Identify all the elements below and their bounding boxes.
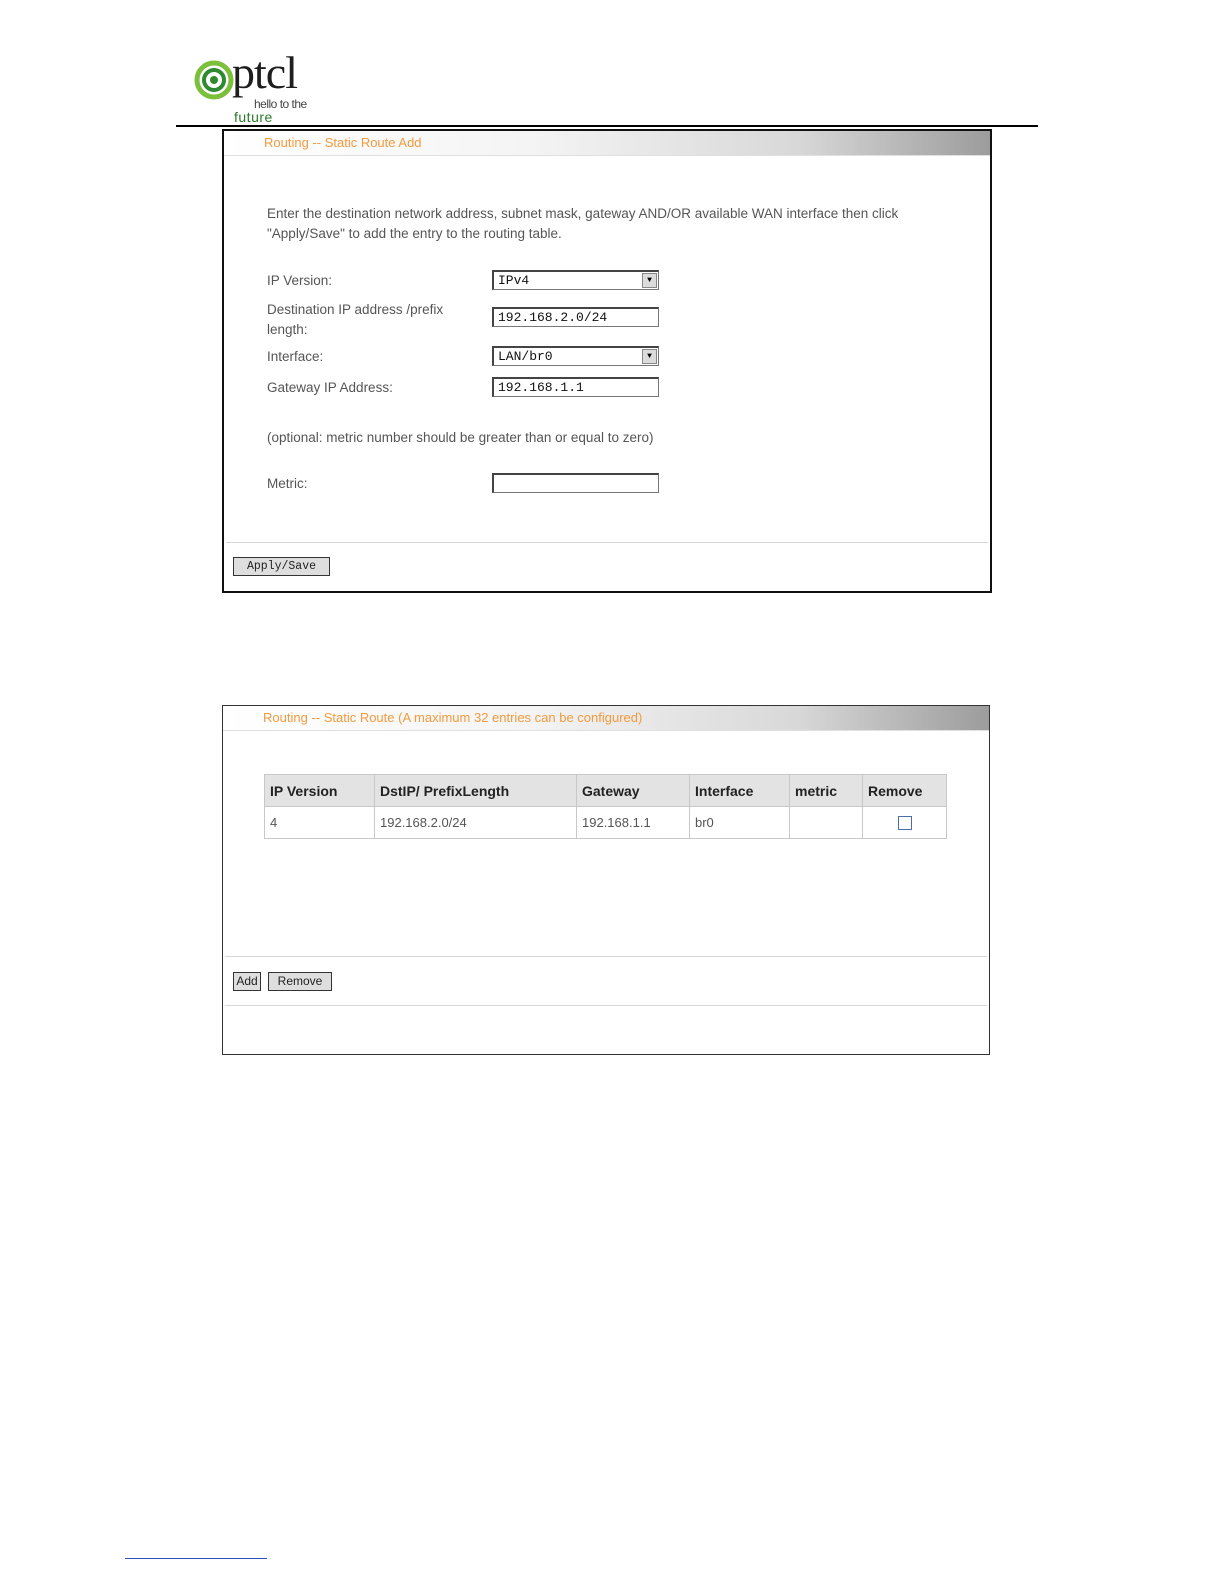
cell-dst-ip: 192.168.2.0/24	[375, 807, 577, 839]
static-route-add-title: Routing -- Static Route Add	[264, 135, 422, 150]
header-rule	[176, 125, 1038, 127]
panel-separator	[225, 956, 987, 957]
apply-save-button[interactable]: Apply/Save	[233, 557, 330, 576]
instructions-line-1: Enter the destination network address, subnet mask, gateway AND/OR available WAN interface then click	[267, 206, 899, 221]
logo-brand-text: ptcl	[232, 47, 297, 98]
gateway-ip-input[interactable]: 192.168.1.1	[492, 377, 659, 397]
logo-swirl-icon	[194, 60, 234, 100]
metric-input[interactable]	[492, 473, 659, 493]
static-route-list-title: Routing -- Static Route (A maximum 32 entries can be configured)	[263, 710, 643, 725]
gateway-label: Gateway IP Address:	[267, 380, 393, 395]
ip-version-value: IPv4	[498, 273, 530, 288]
panel-title-bar	[223, 706, 989, 731]
optional-metric-note: (optional: metric number should be greater than or equal to zero)	[267, 430, 654, 445]
column-header-remove: Remove	[863, 775, 947, 807]
cell-interface: br0	[690, 807, 790, 839]
destination-label-line-2: length:	[267, 322, 308, 337]
logo-tagline: hello to the	[254, 97, 307, 111]
panel-separator	[226, 542, 988, 543]
interface-value: LAN/br0	[498, 349, 553, 364]
logo-tagline-future: future	[234, 109, 273, 125]
column-header-interface: Interface	[690, 775, 790, 807]
panel-separator	[225, 1005, 987, 1006]
remove-button[interactable]: Remove	[268, 972, 332, 991]
interface-select[interactable]	[492, 346, 659, 366]
ip-version-label: IP Version:	[267, 273, 333, 288]
column-header-ip-version: IP Version	[265, 775, 375, 807]
static-route-table	[264, 774, 947, 839]
destination-label-line-1: Destination IP address /prefix	[267, 302, 444, 317]
ptcl-logo	[192, 47, 322, 125]
cell-remove	[863, 807, 947, 839]
chevron-down-icon: ▼	[642, 273, 657, 288]
table-row	[265, 807, 947, 839]
metric-label: Metric:	[267, 476, 308, 491]
column-header-dst-ip: DstIP/ PrefixLength	[375, 775, 577, 807]
interface-label: Interface:	[267, 349, 324, 364]
remove-checkbox[interactable]	[898, 816, 912, 830]
footnote-rule	[125, 1558, 267, 1559]
panel-title-bar	[224, 131, 990, 156]
cell-ip-version: 4	[265, 807, 375, 839]
cell-gateway: 192.168.1.1	[577, 807, 690, 839]
static-route-list-panel	[222, 705, 990, 1055]
cell-metric	[790, 807, 863, 839]
column-header-gateway: Gateway	[577, 775, 690, 807]
instructions-line-2: "Apply/Save" to add the entry to the routing table.	[267, 226, 562, 241]
table-header-row	[265, 775, 947, 807]
destination-ip-input[interactable]: 192.168.2.0/24	[492, 307, 659, 327]
static-route-add-panel	[222, 129, 992, 593]
chevron-down-icon: ▼	[642, 349, 657, 364]
ip-version-select[interactable]	[492, 270, 659, 290]
add-button[interactable]: Add	[233, 972, 261, 991]
column-header-metric: metric	[790, 775, 863, 807]
